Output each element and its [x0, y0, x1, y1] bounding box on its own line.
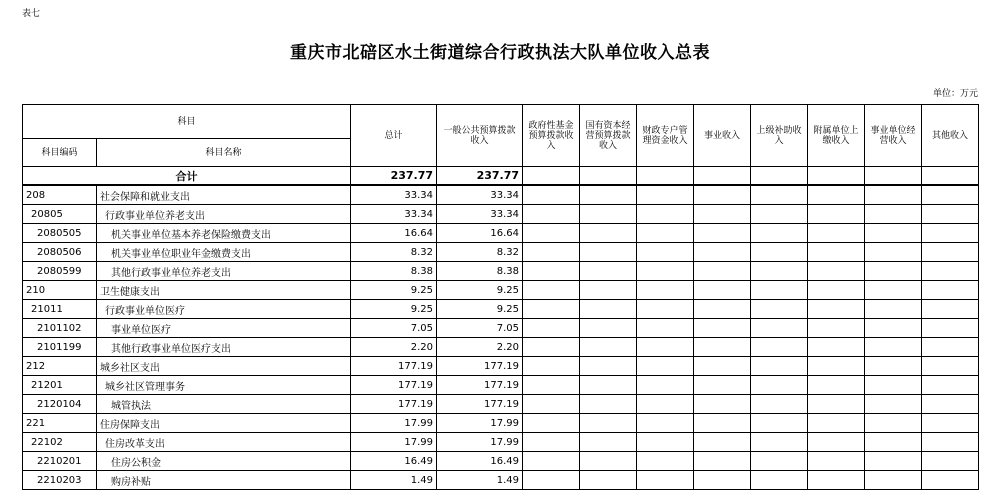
row-general: 16.64	[437, 224, 523, 243]
row-name: 住房公积金	[97, 452, 351, 471]
row-general: 33.34	[437, 205, 523, 224]
row-name: 行政事业单位医疗	[97, 300, 351, 319]
table-row	[23, 433, 979, 452]
row-general: 9.25	[437, 281, 523, 300]
row-total: 33.34	[351, 185, 437, 205]
row-total: 16.49	[351, 452, 437, 471]
row-general: 177.19	[437, 395, 523, 414]
table-row	[23, 357, 979, 376]
row-code: 2120104	[23, 395, 97, 414]
row-total: 177.19	[351, 395, 437, 414]
row-name: 社会保障和就业支出	[97, 185, 351, 205]
header-total: 总计	[351, 105, 437, 167]
row-general: 8.32	[437, 243, 523, 262]
table-row	[23, 319, 979, 338]
row-total: 17.99	[351, 414, 437, 433]
row-name: 机关事业单位基本养老保险缴费支出	[97, 224, 351, 243]
row-total: 177.19	[351, 357, 437, 376]
table-row	[23, 395, 979, 414]
row-total: 8.38	[351, 262, 437, 281]
table-row	[23, 376, 979, 395]
row-name: 住房改革支出	[97, 433, 351, 452]
row-total: 16.64	[351, 224, 437, 243]
header-gov-fund: 政府性基金预算拨款收入	[523, 105, 580, 167]
table-row	[23, 224, 979, 243]
row-total: 17.99	[351, 433, 437, 452]
row-code: 2080506	[23, 243, 97, 262]
row-code: 2210201	[23, 452, 97, 471]
row-code: 20805	[23, 205, 97, 224]
row-name: 卫生健康支出	[97, 281, 351, 300]
row-general: 1.49	[437, 471, 523, 490]
total-row	[23, 167, 979, 186]
total-general-amount: 237.77	[437, 167, 523, 186]
header-subject-name: 科目名称	[97, 139, 351, 167]
row-general: 9.25	[437, 300, 523, 319]
row-total: 33.34	[351, 205, 437, 224]
header-special-fiscal: 财政专户管理资金收入	[637, 105, 694, 167]
row-name: 机关事业单位职业年金缴费支出	[97, 243, 351, 262]
row-general: 17.99	[437, 433, 523, 452]
row-total: 1.49	[351, 471, 437, 490]
row-general: 177.19	[437, 357, 523, 376]
row-total: 8.32	[351, 243, 437, 262]
row-code: 2080505	[23, 224, 97, 243]
row-general: 17.99	[437, 414, 523, 433]
total-label: 合计	[23, 167, 351, 186]
row-general: 7.05	[437, 319, 523, 338]
row-general: 177.19	[437, 376, 523, 395]
table-row	[23, 300, 979, 319]
header-general-budget: 一般公共预算拨款收入	[437, 105, 523, 167]
unit-label: 单位：万元	[932, 89, 978, 99]
row-code: 22102	[23, 433, 97, 452]
header-operating-income: 事业单位经营收入	[865, 105, 922, 167]
row-total: 9.25	[351, 300, 437, 319]
page-title: 重庆市北碚区水土街道综合行政执法大队单位收入总表	[290, 43, 710, 63]
row-code: 21201	[23, 376, 97, 395]
row-name: 事业单位医疗	[97, 319, 351, 338]
row-name: 城管执法	[97, 395, 351, 414]
row-code: 210	[23, 281, 97, 300]
row-code: 2210203	[23, 471, 97, 490]
row-total: 2.20	[351, 338, 437, 357]
header-state-capital: 国有资本经营预算拨款收入	[580, 105, 637, 167]
header-affiliated-income: 附属单位上缴收入	[808, 105, 865, 167]
table-number-label: 表七	[22, 9, 41, 19]
row-code: 221	[23, 414, 97, 433]
row-general: 2.20	[437, 338, 523, 357]
row-total: 9.25	[351, 281, 437, 300]
row-name: 行政事业单位养老支出	[97, 205, 351, 224]
table-row	[23, 185, 979, 205]
row-code: 208	[23, 185, 97, 205]
row-name: 购房补贴	[97, 471, 351, 490]
row-total: 177.19	[351, 376, 437, 395]
row-general: 16.49	[437, 452, 523, 471]
row-code: 2101102	[23, 319, 97, 338]
header-upper-subsidy: 上级补助收入	[751, 105, 808, 167]
table-row	[23, 414, 979, 433]
header-subject-code: 科目编码	[23, 139, 97, 167]
row-code: 212	[23, 357, 97, 376]
row-code: 21011	[23, 300, 97, 319]
table-row	[23, 262, 979, 281]
row-name: 其他行政事业单位养老支出	[97, 262, 351, 281]
header-other-income: 其他收入	[922, 105, 979, 167]
table-row	[23, 243, 979, 262]
table-row	[23, 338, 979, 357]
row-name: 住房保障支出	[97, 414, 351, 433]
header-business-income: 事业收入	[694, 105, 751, 167]
row-name: 城乡社区支出	[97, 357, 351, 376]
row-general: 33.34	[437, 185, 523, 205]
total-amount: 237.77	[351, 167, 437, 186]
row-code: 2080599	[23, 262, 97, 281]
row-total: 7.05	[351, 319, 437, 338]
row-general: 8.38	[437, 262, 523, 281]
row-name: 城乡社区管理事务	[97, 376, 351, 395]
table-row	[23, 471, 979, 490]
row-code: 2101199	[23, 338, 97, 357]
table-row	[23, 452, 979, 471]
header-subject: 科目	[23, 105, 351, 139]
table-row	[23, 205, 979, 224]
row-name: 其他行政事业单位医疗支出	[97, 338, 351, 357]
income-summary-table	[22, 104, 979, 490]
table-row	[23, 281, 979, 300]
